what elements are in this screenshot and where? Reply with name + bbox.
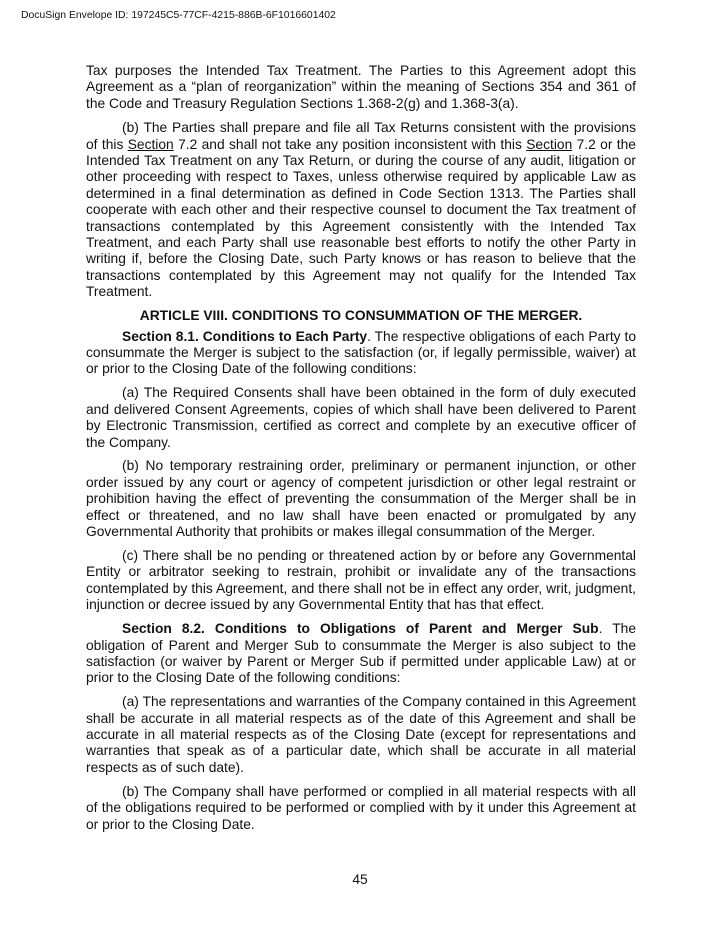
section-link[interactable]: Section bbox=[127, 136, 174, 152]
text-run: 7.2 and shall not take any position inconsistent with this bbox=[173, 136, 527, 152]
section-8-1 bbox=[86, 329, 636, 378]
paragraph-8-1-c: (c) There shall be no pending or threatened action by or before any Governmental Entity or arbitrator seeking to restrain, prohibit or invalidate any of the transactions contemplated by this Agreement, and there shall not be in effect any order, writ, judgment, injunction or decree issued by any Governmental Entity that has that effect. bbox=[86, 547, 636, 613]
paragraph-8-1-a: (a) The Required Consents shall have been obtained in the form of duly executed and delivered Consent Agreements, copies of which shall have been delivered to Parent by Electronic Transmission, certified as correct and complete by an executive officer of the Company. bbox=[86, 385, 636, 450]
section-text: . The obligation of Parent and Merger Sub to consummate the Merger is also subject to the satisfaction (or waiver by Parent or Merger Sub if permitted under applicable Law) at or prior to the Closing Date of the following conditions: bbox=[86, 621, 636, 686]
section-title: Section 8.2. Conditions to Obligations of Parent and Merger Sub bbox=[122, 621, 599, 637]
article-heading: ARTICLE VIII. CONDITIONS TO CONSUMMATION OF THE MERGER. bbox=[139, 308, 583, 324]
section-8-2 bbox=[86, 621, 636, 687]
docusign-envelope-id: DocuSign Envelope ID: 197245C5-77CF-4215-886B-6F1016601402 bbox=[21, 10, 336, 21]
paragraph-8-1-b: (b) No temporary restraining order, preliminary or permanent injunction, or other order issued by any court or agency of competent jurisdiction or other legal restraint or prohibition having the effect of preventing the consummation of the Merger shall be in effect or threatened, and no law shall have been enacted or promulgated by any Governmental Authority that prohibits or makes illegal consummation of the Merger. bbox=[86, 458, 636, 540]
section-text: . The respective obligations of each Party to consummate the Merger is subject to the satisfaction (or, if legally permissible, waiver) at or prior to the Closing Date of the following conditions: bbox=[86, 328, 637, 377]
paragraph-8-2-b: (b) The Company shall have performed or complied in all material respects with all of the obligations required to be performed or complied with by it under this Agreement at or prior to the Closing Date. bbox=[86, 783, 636, 832]
section-title: Section 8.1. Conditions to Each Party bbox=[122, 328, 368, 344]
text-run: (b) The Parties shall prepare and file all Tax Returns consistent with the provisions of this bbox=[86, 120, 636, 152]
paragraph-8-2-a: (a) The representations and warranties of the Company contained in this Agreement shall be accurate in all material respects as of the date of this Agreement and shall be accurate in all material respects as of the Closing Date (except for representations and warranties that speak as of a particular date, which shall be accurate in all material respects as of such date). bbox=[86, 694, 636, 775]
paragraph-tax-treatment-continued: Tax purposes the Intended Tax Treatment. The Parties to this Agreement adopt this Agreement as a “plan of reorganization” within the meaning of Sections 354 and 361 of the Code and Treasury Regulation Sections 1.368-2(g) and 1.368-3(a). bbox=[86, 63, 636, 111]
document-body bbox=[86, 63, 636, 840]
text-run: 7.2 or the Intended Tax Treatment on any Tax Return, or during the course of any audit, litigation or other proceeding with respect to Taxes, unless otherwise required by applicable Law as determined in a final determination as defined in Code Section 1313. The Parties shall cooperate with each other and their respective counsel to document the Tax treatment of transactions contemplated by this Agreement consistently with the Intended Tax Treatment, and each Party shall use reasonable best efforts to notify the other Party in writing if, before the Closing Date, such Party knows or has reason to believe that the transactions contemplated by this Agreement may not qualify for the Intended Tax Treatment. bbox=[86, 136, 636, 300]
page-number: 45 bbox=[352, 872, 368, 887]
section-link[interactable]: Section bbox=[526, 136, 573, 152]
paragraph-7-2-b bbox=[86, 120, 636, 300]
